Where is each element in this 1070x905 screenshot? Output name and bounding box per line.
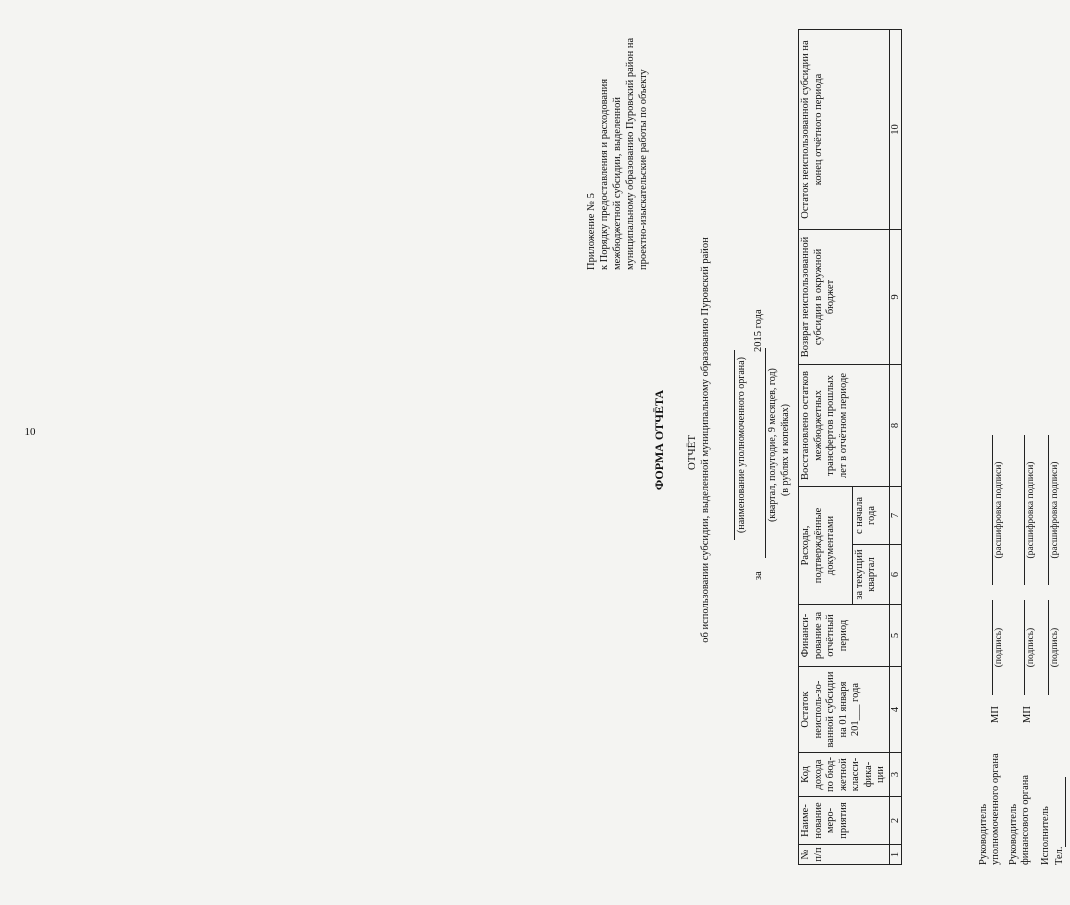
column-number: 5 (889, 605, 901, 667)
stamp-mark: МП (1022, 706, 1033, 723)
column-number: 1 (889, 845, 901, 865)
header-group-cell: Расходы, подтверждённые документами (799, 486, 853, 604)
signature-hint: (подпись) (1050, 627, 1060, 668)
page-number: 10 (24, 426, 36, 438)
stamp-mark: МП (990, 706, 1001, 723)
signature-hint: (подпись) (994, 627, 1004, 668)
signature-block (978, 305, 1068, 865)
column-number: 6 (889, 545, 901, 605)
header-cell: № п/п (799, 845, 890, 865)
appendix-text: к Порядку предоставления и расходования межбюджетной субсидии, выделенной муниципальному образованию Пуровский район на проектно-изыскательские работы по объекту (599, 37, 649, 270)
column-number: 8 (889, 364, 901, 486)
report-table (798, 29, 902, 865)
phone-line (1065, 777, 1066, 847)
header-cell: Остаток неиспользованной субсидии на конец отчётного периода (799, 29, 890, 229)
header-cell: за текущий квартал (852, 545, 889, 605)
header-cell: Финанси-рование за отчётный период (799, 605, 890, 667)
head-finance-label: Руководитель финансового органа (1008, 774, 1031, 865)
header-cell: Восстановлено остатков межбюджетных трансфертов прошлых лет в отчётном периоде (799, 364, 890, 486)
period-prefix: за (753, 571, 764, 580)
header-cell: Возврат неиспользованной субсидии в окружной бюджет (799, 229, 890, 364)
column-number: 4 (889, 667, 901, 753)
signature-line (1024, 600, 1025, 695)
head-authorized-label: Руководитель уполномоченного органа (978, 753, 1001, 865)
column-number: 2 (889, 797, 901, 845)
phone-label: Тел. (1054, 846, 1065, 865)
period-suffix: 2015 года (753, 309, 764, 352)
decode-hint: (расшифровка подписи) (1050, 461, 1060, 559)
report-subtitle: об использовании субсидии, выделенной муниципальному образованию Пуровский район (700, 237, 711, 643)
column-number: 9 (889, 229, 901, 364)
decode-line (1024, 435, 1025, 585)
table-header-row (799, 29, 853, 864)
document-sheet (570, 15, 1070, 890)
report-title: ОТЧЁТ (686, 434, 698, 471)
period-caption: (квартал, полугодие, 9 месяцев, год) (767, 368, 778, 522)
form-title: ФОРМА ОТЧЁТА (652, 389, 666, 491)
header-cell: с начала года (852, 486, 889, 544)
header-cell: Наиме-нование меро-приятия (799, 797, 890, 845)
decode-line (1048, 435, 1049, 585)
appendix-title: Приложение № 5 (586, 193, 597, 270)
table-number-row (889, 29, 901, 864)
units-caption: (в рублях и копейках) (780, 403, 791, 497)
period-blank (765, 348, 766, 558)
column-number: 3 (889, 753, 901, 797)
signature-line (992, 600, 993, 695)
org-name-field: (наименование уполномоченного органа) (734, 350, 747, 540)
header-cell: Код дохода по бюд-жетной класси-фика-ции (799, 753, 890, 797)
decode-line (992, 435, 993, 585)
column-number: 7 (889, 486, 901, 544)
decode-hint: (расшифровка подписи) (994, 461, 1004, 559)
signature-hint: (подпись) (1026, 627, 1036, 668)
executor-label: Исполнитель (1040, 806, 1051, 865)
header-cell: Остаток неисполь-зо-ванной субсидии на 01 января 201___ года (799, 667, 890, 753)
column-number: 10 (889, 29, 901, 229)
decode-hint: (расшифровка подписи) (1026, 461, 1036, 559)
appendix-block (585, 30, 650, 270)
signature-line (1048, 600, 1049, 695)
